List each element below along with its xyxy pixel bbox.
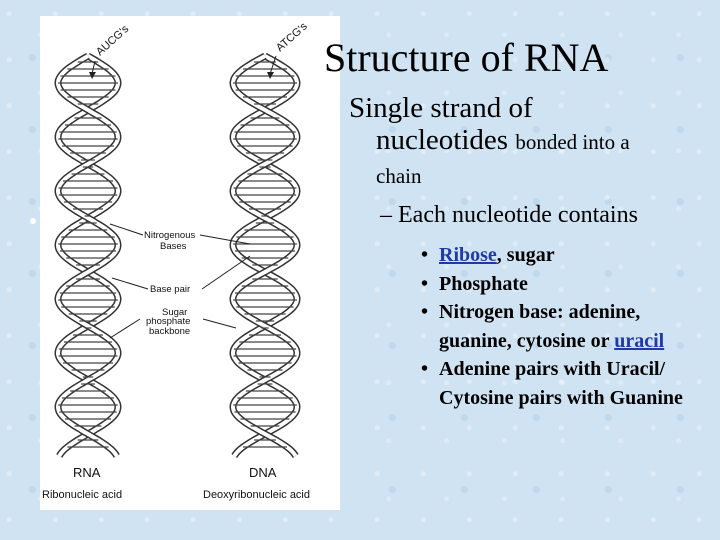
main-point-nucleotides: nucleotides — [376, 124, 509, 156]
dna-helix — [233, 56, 297, 456]
label-rna-full: Ribonucleic acid — [42, 489, 123, 501]
label-aucg: AUCG's — [93, 22, 132, 59]
bullet-phosphate — [421, 270, 711, 299]
ribose-link[interactable]: Ribose — [439, 244, 497, 266]
main-point-line-2 — [349, 124, 709, 158]
main-point-line-1: Single strand of — [349, 92, 533, 124]
label-sugar: Sugar — [162, 307, 188, 318]
bullet-ribose — [421, 241, 711, 270]
main-point — [349, 92, 709, 194]
bullet-icon: • — [421, 358, 429, 380]
uracil-link[interactable]: uracil — [614, 329, 665, 352]
decorative-dot — [30, 218, 36, 224]
bullet-nitrogen-base — [421, 298, 711, 355]
bullet-ribose-rest: , sugar — [496, 244, 555, 266]
helix-illustration — [40, 16, 340, 510]
label-base-pair: Base pair — [150, 284, 191, 295]
rna-helix — [58, 56, 118, 456]
label-rna: RNA — [73, 465, 101, 480]
label-atcg: ATCG's — [273, 20, 310, 55]
slide-title: Structure of RNA — [324, 35, 609, 80]
bullet-icon: • — [421, 272, 429, 295]
label-backbone: backbone — [149, 326, 191, 337]
label-phosphate: phosphate — [146, 316, 191, 327]
bullet-phosphate-text: Phosphate — [439, 272, 528, 295]
rna-dna-diagram — [40, 16, 340, 510]
bullet-list — [421, 241, 711, 412]
bullet-icon: • — [421, 301, 429, 323]
label-dna: DNA — [249, 465, 277, 480]
bullet-pairing — [421, 355, 711, 412]
sub-point: – Each nucleotide contains — [380, 202, 638, 228]
label-nitrogenous: Nitrogenous — [144, 230, 196, 241]
bullet-icon: • — [421, 244, 429, 266]
label-bases: Bases — [160, 241, 187, 252]
main-point-line-3: chain — [376, 164, 422, 188]
main-point-bonded: bonded into a — [515, 130, 630, 154]
bullet-pairing-text: Adenine pairs with Uracil/ Cytosine pairs with Guanine — [439, 358, 683, 409]
bullet-nitrogen-text: Nitrogen base: adenine, guanine, cytosine or — [439, 301, 641, 352]
label-dna-full: Deoxyribonucleic acid — [203, 489, 310, 501]
